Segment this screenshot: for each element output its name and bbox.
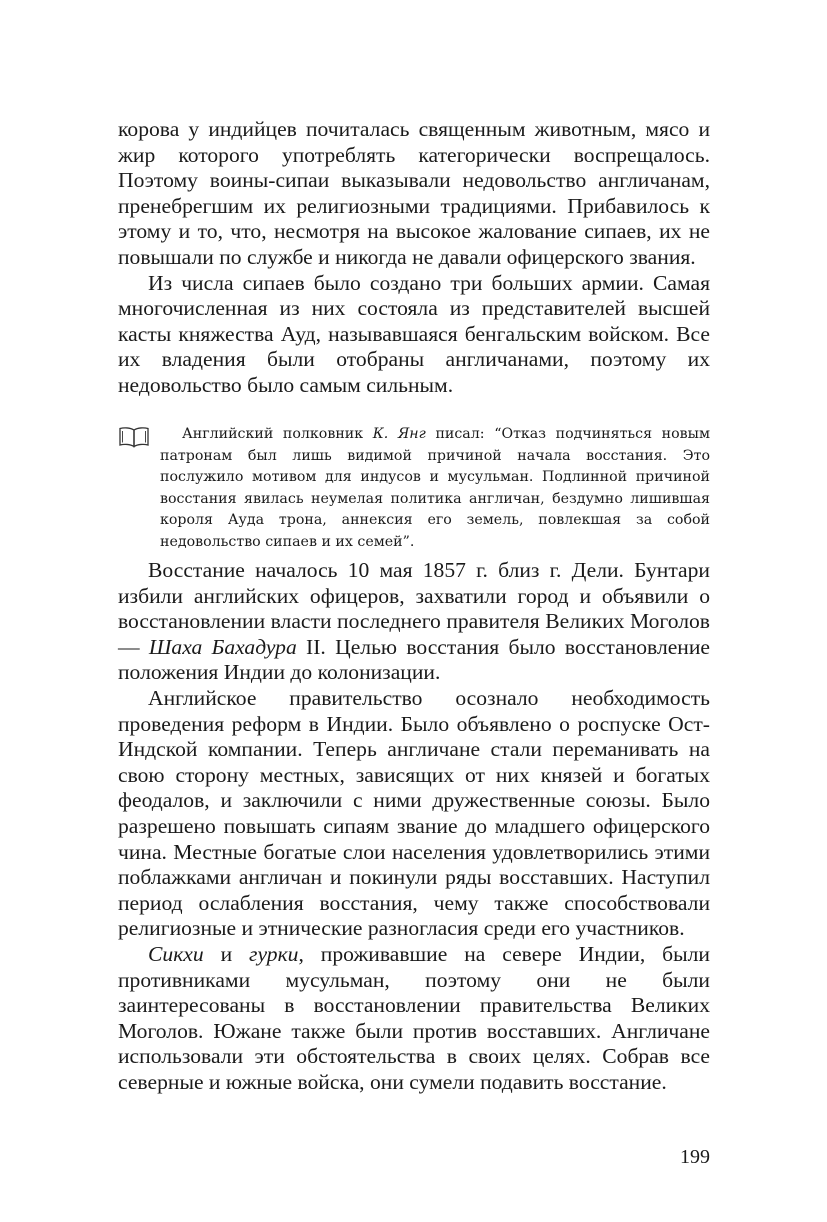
quote-body: писал: “Отказ подчиняться новым патронам был лишь видимой причиной начала восстания. Это послужило мотивом для индусов и мусульман. Подлинной причиной восстания явилась неумелая политика англичан, бездумно лишившая короля Ауда трона, аннексия его земель, повлекшая за собой недовольство сипаев и их семей”.	[160, 426, 710, 550]
quote-author: К. Янг	[372, 426, 426, 442]
paragraph-cow: корова у индийцев почиталась священным животным, мясо и жир которого употреблять категорически воспрещалось. Поэтому воины-сипаи выказывали недовольство англичанам, пренебрегшим их религиозными традициями. Прибавилось к этому и то, что, несмотря на высокое жалование сипаев, их не повышали по службе и никогда не давали офицерского звания.	[118, 117, 710, 269]
open-book-icon	[118, 426, 150, 448]
text-block-top	[118, 117, 710, 399]
uprising-end: II. Целью восстания было восстановление положения Индии до колонизации.	[118, 634, 711, 685]
text-block-bottom	[118, 558, 710, 1095]
uprising-start: Восстание началось 10 мая 1857 г. близ г. Дели. Бунтари избили английских офицеров, захватили город и объявили о восстановлении власти последнего правителя Великих Моголов —	[118, 558, 710, 659]
quote-intro: Английский полковник	[182, 426, 373, 442]
sikhs-and: и	[203, 941, 250, 966]
paragraph-uprising	[118, 558, 710, 686]
paragraph-sikhs	[118, 942, 710, 1096]
page-number: 199	[680, 1146, 710, 1168]
sikhs-rest: , проживавшие на севере Индии, были противниками мусульман, поэтому они не были заинтересованы в восстановлении правительства Великих Моголов. Южане также были против восставших. Англичане использовали эти обстоятельства в своих целях. Собрав все северные и южные войска, они сумели подавить восстание.	[118, 941, 710, 1094]
paragraph-reforms: Английское правительство осознало необходимость проведения реформ в Индии. Было объявлено о роспуске Ост-Индской компании. Теперь англичане стали переманивать на свою сторону местных, зависящих от них князей и богатых феодалов, и заключили с ними дружественные союзы. Было разрешено повышать сипаям звание до младшего офицерского чина. Местные богатые слои населения удовлетворились этими поблажками англичан и покинули ряды восставших. Наступил период ослабления восстания, чему также способствовали религиозные и этнические разногласия среди его участников.	[118, 685, 710, 941]
gurkhas-term: гурки	[249, 941, 299, 966]
quote-text	[160, 424, 710, 554]
sikhs-term: Сикхи	[148, 941, 204, 966]
quote-box	[118, 424, 710, 554]
shah-name: Шаха Бахадура	[148, 634, 297, 659]
paragraph-armies: Из числа сипаев было создано три больших армии. Самая многочисленная из них состояла из представителей высшей касты княжества Ауд, называвшаяся бенгальским войском. Все их владения были отобраны англичанами, поэтому их недовольство было самым сильным.	[118, 270, 710, 397]
